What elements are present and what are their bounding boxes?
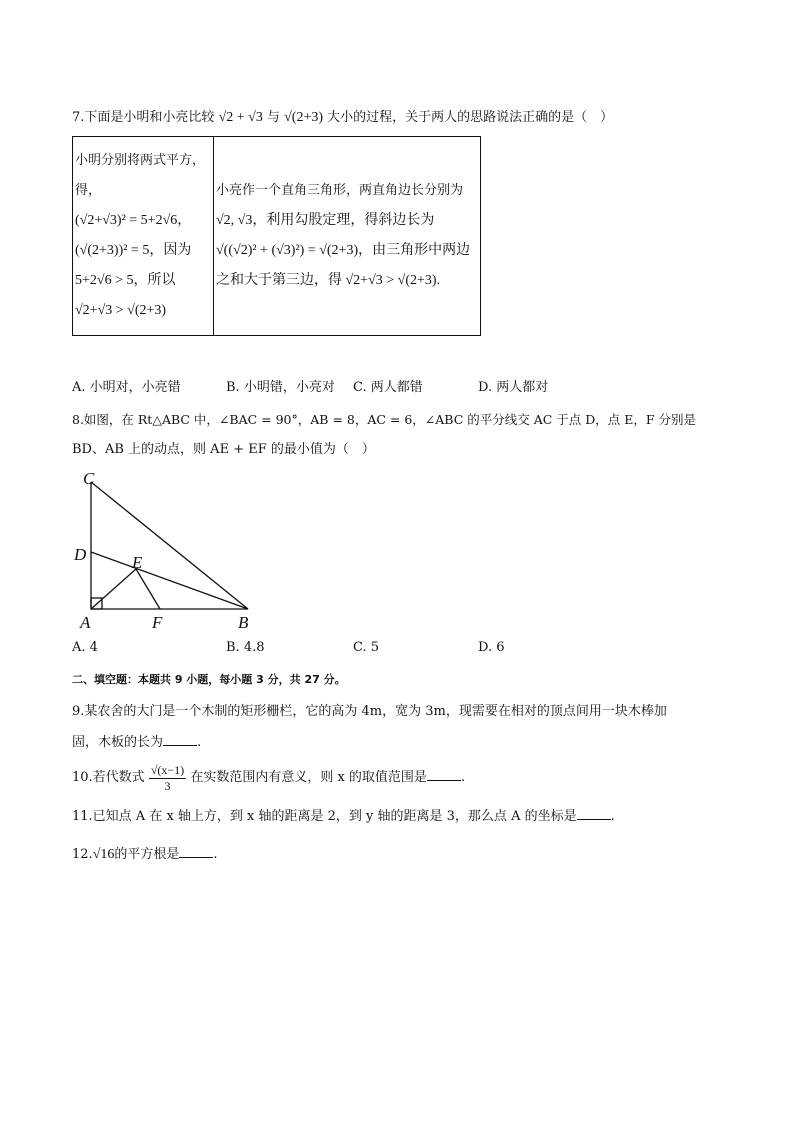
- label-b: B: [238, 613, 249, 632]
- segment-ef: [136, 569, 160, 609]
- q10-answer-blank[interactable]: [427, 767, 461, 781]
- q10-post: 在实数范围内有意义，则 x 的取值范围是: [190, 770, 427, 785]
- q7-option-d: D. 两人都对: [478, 380, 549, 395]
- q8-option-a: A. 4: [72, 640, 98, 655]
- q8-line-1: 8.如图，在 Rt△ABC 中，∠BAC = 90°，AB = 8，AC = 6，∠ABC 的平分线交 AC 于点 D，点 E，F 分别是: [72, 412, 697, 427]
- xiaoming-cell: [73, 137, 214, 336]
- question-7-stem: [72, 108, 613, 128]
- label-e: E: [132, 553, 143, 572]
- q10-fraction: [149, 762, 186, 793]
- xiaoming-line-2: 得，: [75, 183, 102, 198]
- xiaoliang-line-3: √((√2)² + (√3)²) = √(2+3)，由三角形中两边: [216, 243, 471, 258]
- label-c: C: [83, 469, 95, 488]
- segment-cb: [91, 482, 248, 609]
- label-d: D: [74, 545, 87, 564]
- q7-option-b: B. 小明错，小亮对: [226, 380, 335, 395]
- q9-line-1: 9.某农舍的大门是一个木制的矩形栅栏，它的高为 4m，宽为 3m，现需要在相对的顶点间用一块木棒加: [72, 704, 667, 719]
- q10-frac-numerator: √(x−1): [150, 763, 185, 777]
- q7-number: 7.: [72, 110, 85, 125]
- q12-expr: √16: [92, 847, 115, 862]
- xiaoming-line-4: (√(2+3))² = 5，因为: [75, 243, 192, 258]
- q8-option-b: B. 4.8: [226, 640, 265, 655]
- q10-end: .: [460, 770, 466, 785]
- q7-expr1: √2 + √3: [218, 110, 263, 125]
- q7-stem-b: 与: [266, 110, 280, 125]
- q11-line: [72, 806, 615, 827]
- q11-pre: 11.已知点 A 在 x 轴上方，到 x 轴的距离是 2，到 y 轴的距离是 3，那么点 A 的坐标是: [72, 809, 577, 824]
- xiaoliang-cell: [214, 137, 481, 336]
- q8-option-c: C. 5: [353, 640, 380, 655]
- xiaoliang-line-1: 小亮作一个直角三角形，两直角边长分别为: [216, 183, 464, 198]
- q7-option-a: A. 小明对，小亮错: [72, 380, 181, 395]
- xiaoliang-line-2: √2, √3，利用勾股定理，得斜边长为: [216, 213, 435, 228]
- q9-line-2-text: 固，木板的长为: [72, 735, 164, 750]
- section-2-title: 二、填空题：本题共 9 小题，每小题 3 分，共 27 分。: [72, 673, 346, 686]
- q7-option-c: C. 两人都错: [353, 380, 423, 395]
- q8-option-d: D. 6: [478, 640, 505, 655]
- xiaoming-line-6: √2+√3 > √(2+3): [75, 303, 167, 318]
- q12-post: 的平方根是: [114, 847, 180, 862]
- q11-end: .: [610, 809, 615, 824]
- q12-line: [72, 844, 218, 865]
- segment-db: [91, 552, 248, 609]
- q8-line-2: BD、AB 上的动点，则 AE + EF 的最小值为（ ）: [72, 442, 375, 457]
- xiaoming-line-1: 小明分别将两式平方，: [75, 153, 206, 168]
- q10-pre: 10.若代数式: [72, 770, 145, 785]
- q9-line-2-end: .: [197, 735, 202, 750]
- q9-line-2: [72, 732, 201, 753]
- q7-expr2: √(2+3): [284, 110, 324, 125]
- xiaoming-line-5: 5+2√6 > 5，所以: [75, 273, 176, 288]
- xiaoliang-line-4: 之和大于第三边，得 √2+√3 > √(2+3).: [216, 273, 441, 288]
- q12-pre: 12.: [72, 847, 93, 862]
- q10-line: [72, 762, 465, 793]
- xiaoming-line-3: (√2+√3)² = 5+2√6，: [75, 213, 192, 228]
- q12-end: .: [213, 847, 218, 862]
- q7-stem-a: 下面是小明和小亮比较: [84, 110, 215, 125]
- q7-comparison-table: [72, 136, 481, 336]
- q12-answer-blank[interactable]: [179, 844, 213, 858]
- label-a: A: [80, 613, 91, 632]
- q7-stem-c: 大小的过程，关于两人的思路说法正确的是（ ）: [327, 110, 614, 125]
- q9-answer-blank[interactable]: [163, 732, 197, 746]
- q8-triangle-figure: [66, 462, 266, 632]
- segment-ae: [91, 569, 136, 609]
- q10-frac-denominator: 3: [164, 779, 171, 793]
- q11-answer-blank[interactable]: [577, 806, 611, 820]
- label-f: F: [152, 613, 163, 632]
